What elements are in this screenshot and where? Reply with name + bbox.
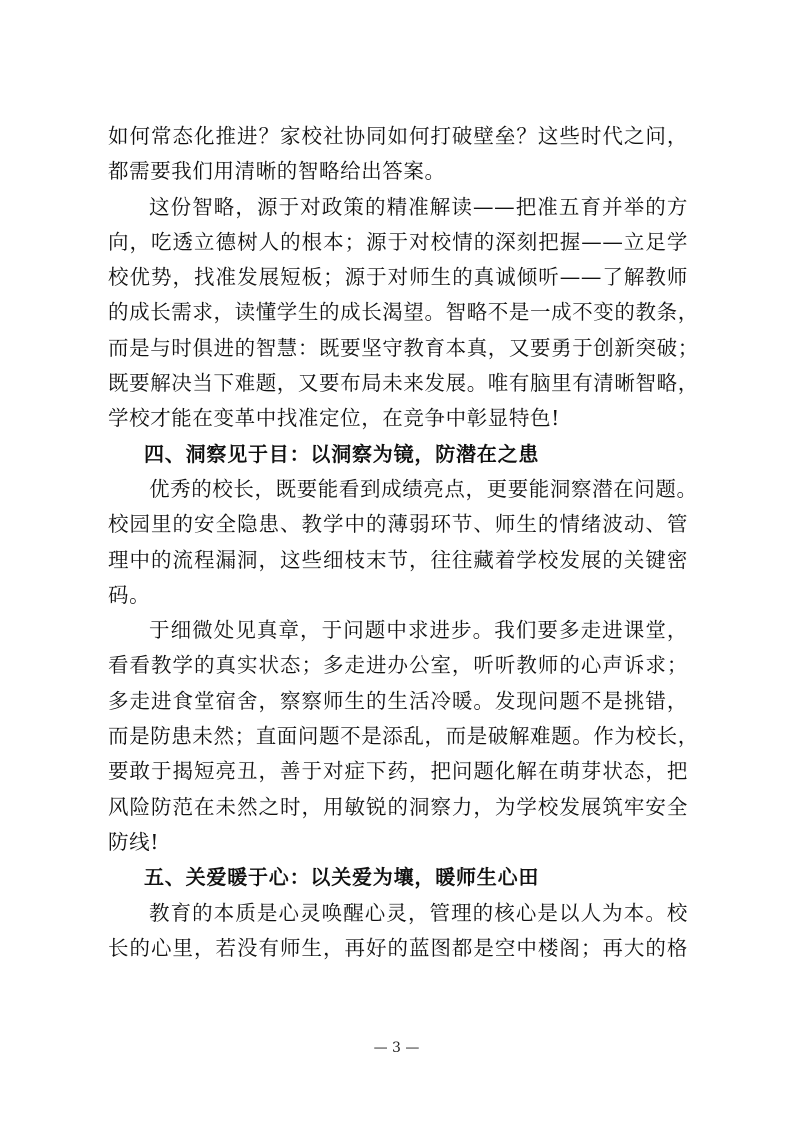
paragraph-line: 校园里的安全隐患、教学中的薄弱环节、师生的情绪波动、管 — [108, 512, 688, 537]
paragraph-line: 而是防患未然；直面问题不是添乱，而是破解难题。作为校长， — [108, 724, 699, 749]
document-body — [108, 119, 699, 966]
paragraph-line: 的成长需求，读懂学生的成长渴望。智略不是一成不变的教条， — [108, 300, 699, 325]
paragraph-line: 多走进食堂宿舍，察察师生的生活冷暖。发现问题不是挑错， — [108, 688, 688, 713]
paragraph-line: 如何常态化推进？家校社协同如何打破壁垒？这些时代之问， — [108, 124, 688, 148]
section-heading: 五、关爱暖于心：以关爱为壤，暖师生心田 — [144, 865, 540, 890]
paragraph-line: 风险防范在未然之时，用敏锐的洞察力，为学校发展筑牢安全 — [108, 794, 688, 819]
paragraph-line: 教育的本质是心灵唤醒心灵，管理的核心是以人为本。校 — [149, 900, 688, 925]
paragraph-line: 理中的流程漏洞，这些细枝末节，往往藏着学校发展的关键密 — [108, 547, 688, 572]
paragraph-line: 长的心里，若没有师生，再好的蓝图都是空中楼阁；再大的格 — [108, 935, 688, 960]
paragraph-line: 都需要我们用清晰的智略给出答案。 — [108, 159, 446, 184]
paragraph-line: 校优势，找准发展短板；源于对师生的真诚倾听——了解教师 — [108, 265, 688, 290]
paragraph-line: 码。 — [108, 582, 151, 607]
paragraph-line: 防线! — [108, 829, 160, 854]
paragraph-line: 而是与时俱进的智慧：既要坚守教育本真，又要勇于创新突破； — [108, 335, 699, 360]
paragraph-line: 优秀的校长，既要能看到成绩亮点，更要能洞察潜在问题。 — [149, 476, 698, 501]
page-number: — 3 — — [373, 1040, 420, 1056]
paragraph-line: 既要解决当下难题，又要布局未来发展。唯有脑里有清晰智略， — [108, 371, 699, 396]
paragraph-line: 要敢于揭短亮丑，善于对症下药，把问题化解在萌芽状态，把 — [108, 759, 688, 784]
paragraph-line: 这份智略，源于对政策的精准解读——把准五育并举的方 — [149, 194, 688, 219]
section-heading: 四、洞察见于目：以洞察为镜，防潜在之患 — [144, 441, 540, 466]
paragraph-line: 学校才能在变革中找准定位，在竞争中彰显特色! — [108, 406, 560, 431]
paragraph-line: 于细微处见真章，于问题中求进步。我们要多走进课堂， — [149, 618, 688, 643]
paragraph-line: 向，吃透立德树人的根本；源于对校情的深刻把握——立足学 — [108, 229, 688, 254]
paragraph-line: 看看教学的真实状态；多走进办公室，听听教师的心声诉求； — [108, 653, 688, 678]
